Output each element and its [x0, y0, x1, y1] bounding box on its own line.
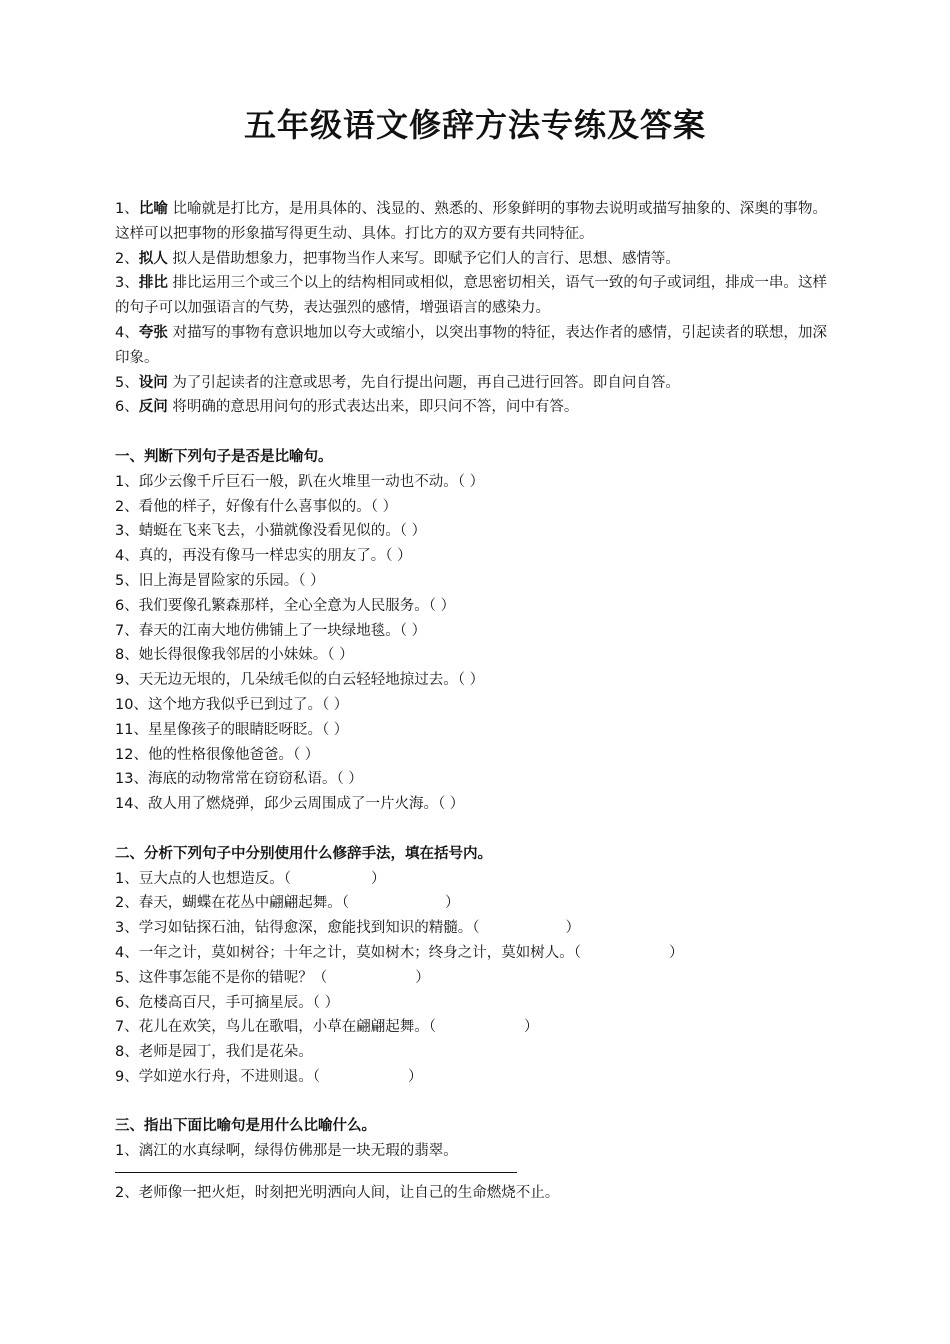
question-item: 7、花儿在欢笑，鸟儿在歌唱，小草在翩翩起舞。（ ） — [115, 1019, 539, 1036]
document-body — [115, 197, 827, 1206]
question-item: 5、这件事怎能不是你的错呢？（ ） — [115, 969, 430, 986]
definition-term: 拟人 — [138, 250, 168, 267]
question-item: 6、我们要像孔繁森那样，全心全意为人民服务。（ ） — [115, 597, 456, 614]
section-1 — [115, 445, 827, 817]
definition-item: 6、反问 将明确的意思用问句的形式表达出来，即只问不答，问中有答。 — [115, 399, 579, 416]
definition-term: 排比 — [138, 275, 168, 292]
section-3 — [115, 1114, 827, 1205]
question-item: 1、漓江的水真绿啊，绿得仿佛那是一块无瑕的翡翠。 — [115, 1143, 458, 1160]
question-item: 4、一年之计，莫如树谷；十年之计，莫如树木；终身之计，莫如树人。（ ） — [115, 944, 684, 961]
section-2 — [115, 842, 827, 1090]
question-item: 6、危楼高百尺，手可摘星辰。（ ） — [115, 994, 340, 1011]
answer-line[interactable] — [115, 1172, 517, 1173]
section-heading: 三、指出下面比喻句是用什么比喻什么。 — [115, 1118, 376, 1135]
document-title: 五年级语文修辞方法专练及答案 — [243, 106, 706, 144]
section-heading: 一、判断下列句子是否是比喻句。 — [115, 448, 333, 465]
definition-item: 1、比喻 比喻就是打比方，是用具体的、浅显的、熟悉的、形象鲜明的事物去说明或描写抽象的、深奥的事物。这样可以把事物的形象描写得更生动、具体。打比方的双方要有共同特征。 — [115, 201, 828, 242]
definition-item: 2、拟人 拟人是借助想象力，把事物当作人来写。即赋予它们人的言行、思想、感情等。 — [115, 250, 680, 267]
question-item: 11、星星像孩子的眼睛眨呀眨。（ ） — [115, 721, 349, 738]
question-item: 1、豆大点的人也想造反。（ ） — [115, 870, 386, 887]
definitions-list — [115, 197, 827, 420]
definition-term: 比喻 — [138, 201, 168, 217]
question-item: 13、海底的动物常常在窃窃私语。（ ） — [115, 771, 363, 788]
definition-item: 4、夸张 对描写的事物有意识地加以夸大或缩小，以突出事物的特征，表达作者的感情，引起读者的联想，加深印象。 — [115, 324, 828, 366]
question-item: 5、旧上海是冒险家的乐园。（ ） — [115, 572, 325, 589]
question-item: 3、蜻蜓在飞来飞去，小猫就像没看见似的。（ ） — [115, 523, 427, 540]
question-item: 4、真的，再没有像马一样忠实的朋友了。（ ） — [115, 548, 412, 565]
question-item: 10、这个地方我似乎已到过了。（ ） — [115, 696, 349, 713]
definition-item: 5、设问 为了引起读者的注意或思考，先自行提出问题，再自己进行回答。即自问自答。 — [115, 374, 680, 391]
question-item: 1、邱少云像千斤巨石一般，趴在火堆里一动也不动。（ ） — [115, 473, 485, 490]
question-item: 12、他的性格很像他爸爸。（ ） — [115, 746, 320, 763]
question-item: 9、学如逆水行舟，不进则退。（ ） — [115, 1068, 423, 1085]
question-item: 8、老师是园丁，我们是花朵。 — [115, 1044, 313, 1061]
definition-term: 夸张 — [138, 324, 168, 341]
definition-term: 反问 — [138, 399, 168, 416]
question-item: 8、她长得很像我邻居的小妹妹。（ ） — [115, 647, 354, 664]
section-heading: 二、分析下列句子中分别使用什么修辞手法，填在括号内。 — [115, 845, 492, 862]
definition-item: 3、排比 排比运用三个或三个以上的结构相同或相似，意思密切相关，语气一致的句子或词组，排成一串。这样的句子可以加强语言的气势，表达强烈的感情，增强语言的感染力。 — [115, 275, 828, 317]
question-item: 7、春天的江南大地仿佛铺上了一块绿地毯。（ ） — [115, 622, 427, 639]
question-item: 9、天无边无垠的，几朵绒毛似的白云轻轻地掠过去。（ ） — [115, 672, 485, 689]
question-item: 2、春天，蝴蝶在花丛中翩翩起舞。（ ） — [115, 895, 460, 912]
question-item: 3、学习如钻探石油，钻得愈深，愈能找到知识的精髓。（ ） — [115, 920, 580, 937]
question-item: 14、敌人用了燃烧弹，邱少云周围成了一片火海。（ ） — [115, 796, 465, 813]
definition-term: 设问 — [138, 374, 168, 391]
question-item: 2、老师像一把火炬，时刻把光明洒向人间，让自己的生命燃烧不止。 — [115, 1185, 560, 1202]
question-item: 2、看他的样子，好像有什么喜事似的。（ ） — [115, 498, 398, 515]
